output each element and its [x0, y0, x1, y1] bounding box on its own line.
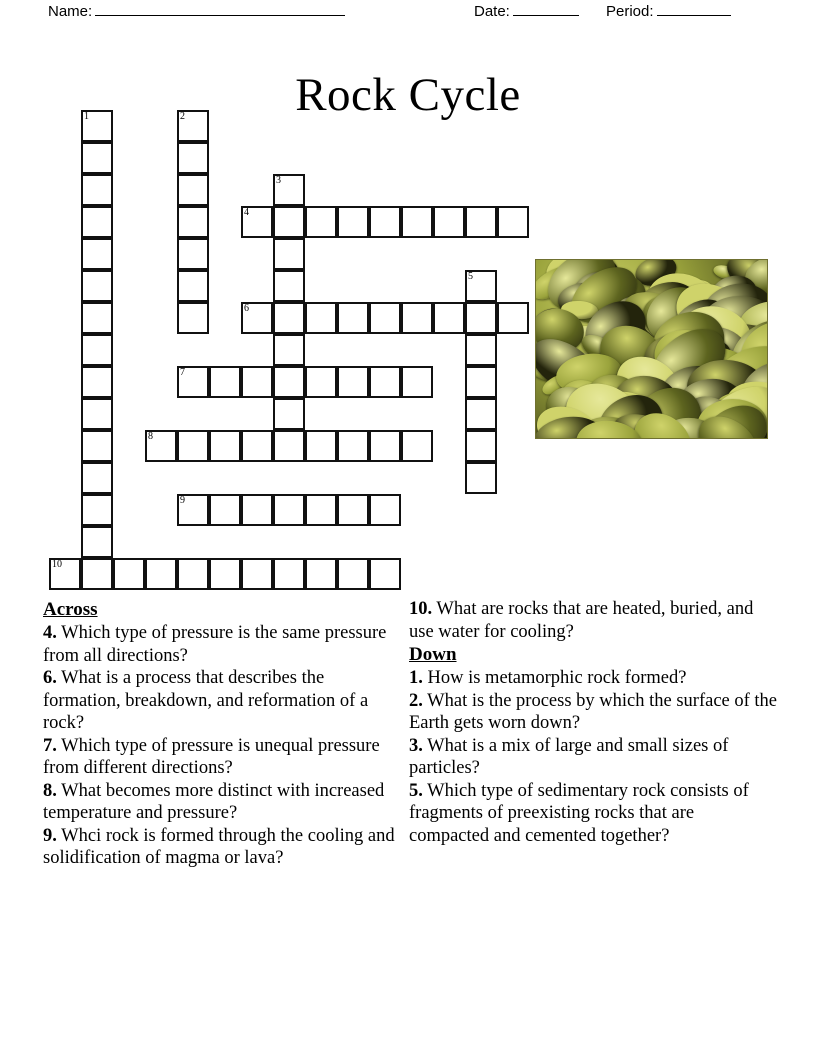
grid-cell[interactable] [369, 206, 401, 238]
grid-cell[interactable] [337, 206, 369, 238]
grid-cell[interactable] [369, 558, 401, 590]
clue-down-2 [409, 690, 777, 735]
grid-cell-number: 1 [84, 111, 89, 122]
grid-cell[interactable] [81, 142, 113, 174]
clue-number: 6. [43, 668, 57, 688]
grid-cell[interactable] [177, 430, 209, 462]
grid-cell[interactable] [209, 366, 241, 398]
grid-cell-number: 4 [244, 207, 249, 218]
clue-column-right [409, 598, 777, 847]
grid-cell[interactable] [273, 302, 305, 334]
grid-cell[interactable] [81, 334, 113, 366]
grid-cell[interactable] [401, 206, 433, 238]
grid-cell[interactable] [337, 302, 369, 334]
grid-cell[interactable] [177, 494, 209, 526]
clue-number: 5. [409, 780, 423, 801]
grid-cell[interactable] [465, 366, 497, 398]
grid-cell[interactable] [273, 558, 305, 590]
grid-cell[interactable] [177, 366, 209, 398]
grid-cell[interactable] [145, 430, 177, 462]
grid-cell-number: 7 [180, 367, 185, 378]
grid-cell[interactable] [81, 526, 113, 558]
grid-cell[interactable] [273, 398, 305, 430]
grid-cell[interactable] [273, 494, 305, 526]
grid-cell[interactable] [273, 206, 305, 238]
grid-cell[interactable] [241, 302, 273, 334]
date-label: Date: [474, 3, 510, 20]
grid-cell[interactable] [241, 366, 273, 398]
grid-cell-number: 8 [148, 431, 153, 442]
grid-cell[interactable] [81, 430, 113, 462]
clue-across-6 [43, 667, 403, 735]
grid-cell[interactable] [49, 558, 81, 590]
grid-cell[interactable] [465, 430, 497, 462]
grid-cell-number: 3 [276, 175, 281, 186]
grid-cell[interactable] [305, 494, 337, 526]
grid-cell[interactable] [177, 110, 209, 142]
grid-cell[interactable] [369, 366, 401, 398]
grid-cell[interactable] [369, 302, 401, 334]
grid-cell[interactable] [177, 206, 209, 238]
clue-text: What is the process by which the surface of the Earth gets worn down? [409, 690, 778, 733]
grid-cell[interactable] [145, 558, 177, 590]
grid-cell[interactable] [305, 430, 337, 462]
grid-cell[interactable] [177, 558, 209, 590]
grid-cell[interactable] [369, 494, 401, 526]
grid-cell-number: 5 [468, 271, 473, 282]
grid-cell[interactable] [177, 142, 209, 174]
clue-text: How is metamorphic rock formed? [422, 668, 687, 688]
clue-across-8 [43, 780, 403, 825]
grid-cell-number: 9 [180, 495, 185, 506]
grid-cell[interactable] [273, 334, 305, 366]
grid-cell[interactable] [273, 174, 305, 206]
grid-cell[interactable] [305, 366, 337, 398]
grid-cell[interactable] [337, 558, 369, 590]
clue-text: Which type of pressure is the same pressure from all directions? [43, 623, 387, 666]
grid-cell-number: 2 [180, 111, 185, 122]
grid-cell[interactable] [81, 238, 113, 270]
grid-cell[interactable] [433, 302, 465, 334]
grid-cell[interactable] [273, 238, 305, 270]
grid-cell[interactable] [273, 366, 305, 398]
clue-across-10 [409, 598, 777, 643]
grid-cell[interactable] [337, 494, 369, 526]
grid-cell[interactable] [113, 558, 145, 590]
grid-cell[interactable] [81, 398, 113, 430]
grid-cell[interactable] [273, 270, 305, 302]
clue-number: 3. [409, 735, 423, 756]
clue-text: Which type of pressure is unequal pressure from different directions? [43, 735, 380, 778]
grid-cell[interactable] [465, 270, 497, 302]
grid-cell[interactable] [401, 302, 433, 334]
grid-cell[interactable] [81, 270, 113, 302]
name-label: Name: [48, 3, 93, 20]
clue-column-left [43, 598, 403, 870]
grid-cell[interactable] [177, 238, 209, 270]
grid-cell[interactable] [241, 558, 273, 590]
clue-across-9 [43, 825, 403, 870]
rock-photo [535, 259, 768, 439]
grid-cell[interactable] [305, 302, 337, 334]
rock-photo-canvas [536, 260, 767, 438]
grid-cell[interactable] [465, 334, 497, 366]
grid-cell[interactable] [177, 174, 209, 206]
grid-cell[interactable] [465, 398, 497, 430]
grid-cell-number: 6 [244, 303, 249, 314]
period-label: Period: [606, 3, 654, 20]
grid-cell-number: 10 [52, 559, 62, 570]
grid-cell[interactable] [241, 494, 273, 526]
clue-text: What becomes more distinct with increased temperature and pressure? [43, 780, 385, 823]
clue-down-3 [409, 735, 777, 780]
grid-cell[interactable] [305, 206, 337, 238]
grid-cell[interactable] [81, 302, 113, 334]
grid-cell[interactable] [465, 302, 497, 334]
grid-cell[interactable] [497, 206, 529, 238]
clue-number: 10. [409, 599, 433, 619]
grid-cell[interactable] [81, 206, 113, 238]
clue-text: Which type of sedimentary rock consists of fragments of preexisting rocks that are compacted and cemented together? [409, 780, 749, 846]
grid-cell[interactable] [433, 206, 465, 238]
clue-text: Whci rock is formed through the cooling and solidification of magma or lava? [43, 825, 395, 868]
page-title: Rock Cycle [295, 69, 521, 122]
grid-cell[interactable] [81, 110, 113, 142]
grid-cell[interactable] [177, 302, 209, 334]
grid-cell[interactable] [465, 462, 497, 494]
grid-cell[interactable] [497, 302, 529, 334]
clue-across-7 [43, 735, 403, 780]
grid-cell[interactable] [81, 174, 113, 206]
clue-down-1 [409, 667, 777, 690]
clue-text: What are rocks that are heated, buried, and use water for cooling? [409, 599, 754, 642]
grid-cell[interactable] [81, 462, 113, 494]
clue-down-5 [409, 780, 777, 848]
grid-cell[interactable] [305, 558, 337, 590]
clue-number: 9. [43, 825, 57, 846]
clue-number: 2. [409, 690, 423, 711]
clue-section [0, 598, 816, 958]
grid-cell[interactable] [369, 430, 401, 462]
grid-cell[interactable] [209, 558, 241, 590]
grid-cell[interactable] [337, 366, 369, 398]
grid-cell[interactable] [177, 270, 209, 302]
across-heading: Across [43, 599, 98, 620]
clue-number: 4. [43, 623, 57, 643]
grid-cell[interactable] [241, 206, 273, 238]
grid-cell[interactable] [465, 206, 497, 238]
grid-cell[interactable] [209, 430, 241, 462]
grid-cell[interactable] [401, 366, 433, 398]
grid-cell[interactable] [81, 366, 113, 398]
clue-number: 8. [43, 780, 57, 801]
clue-number: 1. [409, 668, 423, 688]
grid-cell[interactable] [81, 494, 113, 526]
clue-across-4 [43, 622, 403, 667]
clue-number: 7. [43, 735, 57, 756]
clue-text: What is a process that describes the formation, breakdown, and reformation of a rock? [43, 668, 369, 733]
grid-cell[interactable] [401, 430, 433, 462]
grid-cell[interactable] [81, 558, 113, 590]
grid-cell[interactable] [241, 430, 273, 462]
clue-text: What is a mix of large and small sizes of particles? [409, 735, 729, 778]
grid-cell[interactable] [337, 430, 369, 462]
grid-cell[interactable] [209, 494, 241, 526]
grid-cell[interactable] [273, 430, 305, 462]
down-heading: Down [409, 644, 457, 665]
